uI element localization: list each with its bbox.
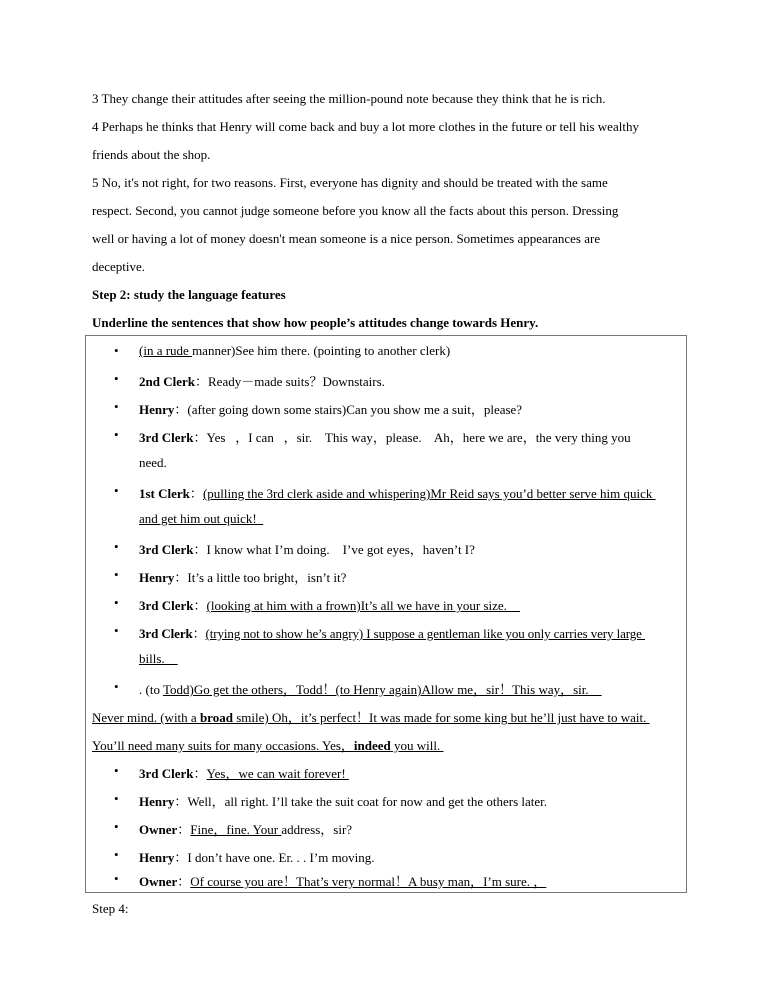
bullet: •: [114, 399, 119, 414]
answer-5-cont-3: deceptive.: [92, 259, 146, 274]
dialogue-line: . (to Todd)Go get the others，Todd！(to Henry again)Allow me，sir！This way，sir.: [139, 682, 602, 697]
answer-5-cont-1: respect. Second, you cannot judge someone before you know all the facts about this person. Dressing: [92, 203, 619, 218]
dialogue-line: 3rd Clerk：Yes，we can wait forever!: [139, 766, 349, 781]
bullet: •: [114, 763, 119, 778]
dialogue-line: Henry：It’s a little too bright，isn’t it?: [139, 570, 347, 585]
bullet: •: [114, 371, 119, 386]
answer-5: 5 No, it's not right, for two reasons. First, everyone has dignity and should be treated with the same: [92, 175, 608, 190]
dialogue-wide-line: You’ll need many suits for many occasions. Yes，indeed you will.: [92, 738, 444, 753]
bullet: •: [114, 623, 119, 638]
bullet: •: [114, 847, 119, 862]
dialogue-line: (in a rude manner)See him there. (pointing to another clerk): [139, 343, 451, 358]
answer-3: 3 They change their attitudes after seeing the million-pound note because they think that he is rich.: [92, 91, 606, 106]
answer-4: 4 Perhaps he thinks that Henry will come back and buy a lot more clothes in the future or tell his wealthy: [92, 119, 639, 134]
bullet: •: [114, 819, 119, 834]
step2-heading: Step 2: study the language features: [92, 287, 286, 302]
dialogue-line: Owner：Of course you are！That’s very normal！A busy man，I’m sure. ，: [139, 874, 547, 889]
dialogue-line-cont: bills.: [139, 651, 178, 666]
step4-label: Step 4:: [92, 901, 129, 916]
dialogue-line: 3rd Clerk：(trying not to show he’s angry) I suppose a gentleman like you only carries very large: [139, 626, 645, 641]
bullet: •: [114, 539, 119, 554]
bullet: •: [114, 595, 119, 610]
instruction-text: Underline the sentences that show how people’s attitudes change towards Henry.: [92, 315, 539, 330]
dialogue-line: 1st Clerk：(pulling the 3rd clerk aside and whispering)Mr Reid says you’d better serve him quick: [139, 486, 656, 501]
dialogue-line: 3rd Clerk：I know what I’m doing. I’ve got eyes，haven’t I?: [139, 542, 475, 557]
dialogue-line-cont: and get him out quick!: [139, 511, 264, 526]
bullet: •: [114, 343, 119, 358]
dialogue-line: 2nd Clerk：Ready－made suits？Downstairs.: [139, 374, 385, 389]
answer-4-cont: friends about the shop.: [92, 147, 211, 162]
bullet: •: [114, 567, 119, 582]
dialogue-line-cont: need.: [139, 455, 167, 470]
bullet: •: [114, 427, 119, 442]
bullet: •: [114, 871, 119, 886]
bullet: •: [114, 791, 119, 806]
dialogue-line: 3rd Clerk：Yes ，I can ，sir. This way，please. Ah，here we are，the very thing you: [139, 430, 631, 445]
dialogue-line: Henry：I don’t have one. Er. . . I’m moving.: [139, 850, 375, 865]
bullet: •: [114, 483, 119, 498]
dialogue-line: Henry：(after going down some stairs)Can you show me a suit，please?: [139, 402, 523, 417]
dialogue-line: Henry：Well，all right. I’ll take the suit coat for now and get the others later.: [139, 794, 548, 809]
answer-5-cont-2: well or having a lot of money doesn't mean someone is a nice person. Sometimes appearances are: [92, 231, 601, 246]
dialogue-line: 3rd Clerk：(looking at him with a frown)It’s all we have in your size.: [139, 598, 520, 613]
dialogue-wide-line: Never mind. (with a broad smile) Oh，it’s perfect！It was made for some king but he’ll just have to wait.: [92, 710, 650, 725]
bullet: •: [114, 679, 119, 694]
dialogue-line: Owner：Fine，fine. Your address，sir?: [139, 822, 353, 837]
